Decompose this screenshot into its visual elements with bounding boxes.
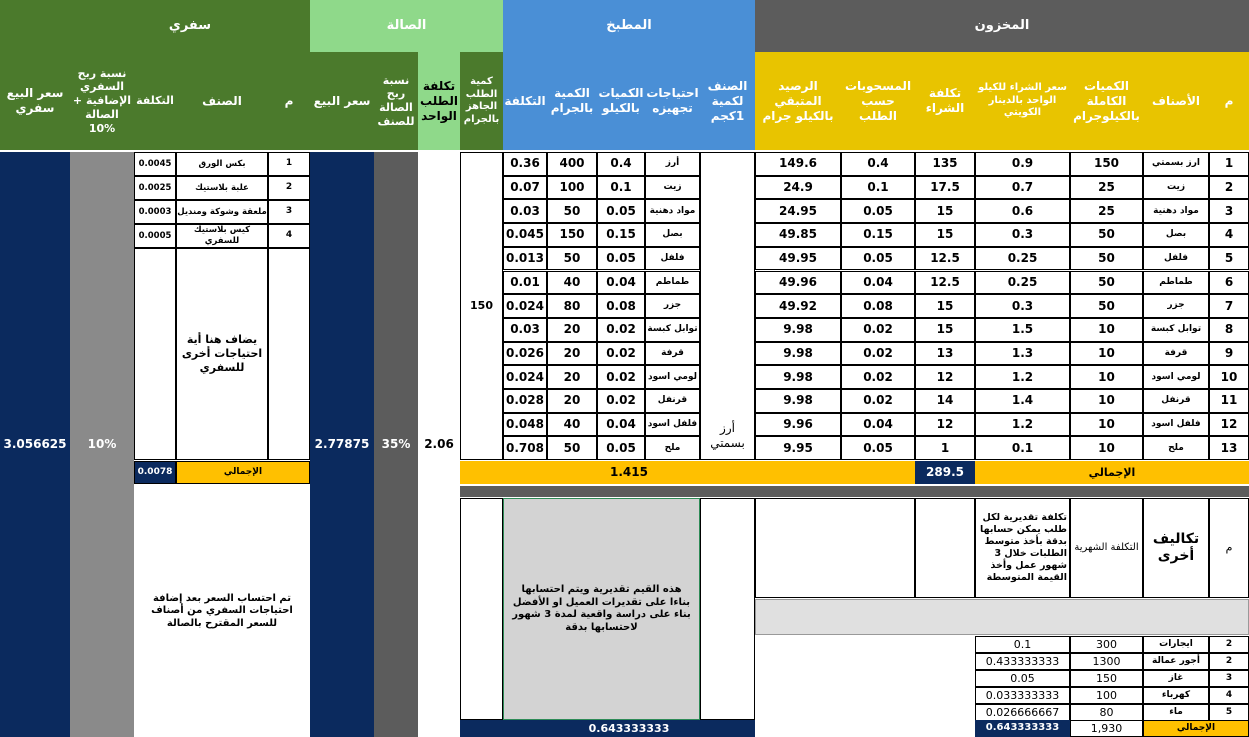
kitchen-item-header: الصنف لكمية 1كجم — [700, 52, 755, 150]
store-row-unitprice: 0.7 — [975, 176, 1070, 200]
store-row-m: 13 — [1209, 436, 1249, 460]
kitchen-bottom-left — [460, 720, 503, 737]
kitchen-row-grams: 400 — [547, 152, 597, 176]
store-row-m: 8 — [1209, 318, 1249, 342]
safari-row-m: 2 — [268, 176, 310, 200]
safari-ratio-value: 10% — [70, 152, 134, 737]
store-row-buycost: 135 — [915, 152, 975, 176]
kitchen-row-grams: 20 — [547, 318, 597, 342]
other-row-item: ايجارات — [1143, 636, 1209, 653]
store-m-header: م — [1209, 52, 1249, 150]
group-safari: سفري — [70, 0, 310, 52]
store-row-m: 6 — [1209, 271, 1249, 295]
kitchen-row-grams: 50 — [547, 436, 597, 460]
kitchen-row-cost: 0.07 — [503, 176, 547, 200]
store-row-balance: 9.95 — [755, 436, 841, 460]
store-row-buycost: 17.5 — [915, 176, 975, 200]
store-row-buycost: 13 — [915, 342, 975, 366]
store-withdrawn-header: المسحوبات حسب الطلب — [841, 52, 915, 150]
other-row-item: ماء — [1143, 704, 1209, 721]
safari-row-item: ملعقة وشوكة ومنديل — [176, 200, 268, 224]
store-row-m: 5 — [1209, 247, 1249, 271]
store-row-unitprice: 0.25 — [975, 247, 1070, 271]
store-row-item: ملح — [1143, 436, 1209, 460]
kitchen-row-grams: 20 — [547, 389, 597, 413]
kitchen-row-kilo: 0.02 — [597, 318, 645, 342]
kitchen-row-kilo: 0.04 — [597, 413, 645, 437]
store-row-unitprice: 1.2 — [975, 413, 1070, 437]
store-row-withdrawn: 0.02 — [841, 389, 915, 413]
store-row-qty: 50 — [1070, 294, 1143, 318]
store-row-withdrawn: 0.08 — [841, 294, 915, 318]
store-row-m: 1 — [1209, 152, 1249, 176]
kitchen-row-grams: 100 — [547, 176, 597, 200]
safari-cost-empty — [134, 248, 176, 460]
store-row-buycost: 15 — [915, 318, 975, 342]
store-row-withdrawn: 0.02 — [841, 365, 915, 389]
store-row-balance: 149.6 — [755, 152, 841, 176]
other-row-monthly: 1300 — [1070, 653, 1143, 670]
other-row-m: 3 — [1209, 670, 1249, 687]
store-row-withdrawn: 0.02 — [841, 318, 915, 342]
store-row-item: قرفة — [1143, 342, 1209, 366]
kitchen-row-need: قرفة — [645, 342, 700, 366]
kitchen-total-left — [460, 461, 503, 484]
store-row-qty: 10 — [1070, 365, 1143, 389]
other-row-m: 2 — [1209, 636, 1249, 653]
kitchen-row-cost: 0.045 — [503, 223, 547, 247]
kitchen-row-cost: 0.024 — [503, 365, 547, 389]
other-blank-1 — [755, 498, 915, 598]
kitchen-row-cost: 0.013 — [503, 247, 547, 271]
store-row-unitprice: 1.4 — [975, 389, 1070, 413]
hall-cost-header: تكلفة الطلب الواحد — [418, 52, 460, 150]
safari-m-header: م — [268, 52, 310, 150]
store-row-unitprice: 0.3 — [975, 294, 1070, 318]
store-row-item: طماطم — [1143, 271, 1209, 295]
store-row-item: لومي اسود — [1143, 365, 1209, 389]
kitchen-row-grams: 40 — [547, 271, 597, 295]
store-row-balance: 49.95 — [755, 247, 841, 271]
other-row-monthly: 150 — [1070, 670, 1143, 687]
safari-bottom-note: تم احتساب السعر بعد إضافة احتياجات السفري من أصناف للسعر المقترح بالصالة — [151, 592, 293, 629]
kitchen-row-need: لومي اسود — [645, 365, 700, 389]
separator-bar — [460, 486, 1249, 497]
store-row-item: زيت — [1143, 176, 1209, 200]
safari-note: يضاف هنا أية احتياجات أخرى للسفري — [176, 248, 268, 460]
safari-row-item: بكس الورق — [176, 152, 268, 176]
store-row-qty: 50 — [1070, 223, 1143, 247]
safari-row-m: 1 — [268, 152, 310, 176]
safari-price-value: 3.056625 — [0, 152, 70, 737]
other-row-cost: 0.433333333 — [975, 653, 1070, 670]
kitchen-row-cost: 0.36 — [503, 152, 547, 176]
safari-ratio-header: نسبة ربح السفري الإضافية + الصالة 10% — [70, 52, 134, 150]
store-row-unitprice: 0.9 — [975, 152, 1070, 176]
kitchen-row-cost: 0.708 — [503, 436, 547, 460]
kitchen-kilo-header: الكميات بالكيلو — [597, 52, 645, 150]
kitchen-row-need: فلفل — [645, 247, 700, 271]
hall-qty-header: كمية الطلب الجاهز بالجرام — [460, 52, 503, 150]
store-qty-header: الكميات الكاملة بالكيلوجرام — [1070, 52, 1143, 150]
store-row-qty: 25 — [1070, 176, 1143, 200]
other-total-monthly: 1,930 — [1070, 720, 1143, 737]
hall-ratio-value: 35% — [374, 152, 418, 737]
other-row-monthly: 100 — [1070, 687, 1143, 704]
other-row-cost: 0.05 — [975, 670, 1070, 687]
other-row-m: 4 — [1209, 687, 1249, 704]
kitchen-row-grams: 20 — [547, 365, 597, 389]
safari-row-item: علبة بلاستيك — [176, 176, 268, 200]
store-row-balance: 24.95 — [755, 199, 841, 223]
store-row-item: فلفل — [1143, 247, 1209, 271]
store-row-buycost: 15 — [915, 199, 975, 223]
store-row-unitprice: 0.6 — [975, 199, 1070, 223]
store-items-header: الأصناف — [1143, 52, 1209, 150]
other-row-cost: 0.1 — [975, 636, 1070, 653]
other-row-cost: 0.026666667 — [975, 704, 1070, 721]
kitchen-row-grams: 40 — [547, 413, 597, 437]
store-row-m: 9 — [1209, 342, 1249, 366]
kitchen-bottom-total: 0.643333333 — [503, 720, 755, 737]
kitchen-row-kilo: 0.02 — [597, 389, 645, 413]
other-m-header: م — [1209, 498, 1249, 598]
store-row-withdrawn: 0.4 — [841, 152, 915, 176]
hall-price-value: 2.77875 — [310, 152, 374, 737]
kitchen-row-kilo: 0.02 — [597, 342, 645, 366]
store-row-qty: 150 — [1070, 152, 1143, 176]
store-row-m: 4 — [1209, 223, 1249, 247]
kitchen-row-grams: 20 — [547, 342, 597, 366]
other-row-m: 2 — [1209, 653, 1249, 670]
store-row-qty: 50 — [1070, 247, 1143, 271]
kitchen-row-need: مواد دهنية — [645, 199, 700, 223]
store-row-item: مواد دهنية — [1143, 199, 1209, 223]
safari-row-item: كيس بلاستيك للسفري — [176, 224, 268, 248]
kitchen-row-grams: 150 — [547, 223, 597, 247]
store-row-balance: 9.98 — [755, 389, 841, 413]
hall-price-header: سعر البيع — [310, 52, 374, 150]
store-row-withdrawn: 0.02 — [841, 342, 915, 366]
safari-row-m: 3 — [268, 200, 310, 224]
store-row-withdrawn: 0.04 — [841, 413, 915, 437]
hall-ratio-header: نسبة ربح الصالة للصنف — [374, 52, 418, 150]
store-row-item: توابل كبسة — [1143, 318, 1209, 342]
other-row-item: أجور عمالة — [1143, 653, 1209, 670]
safari-total-value: 0.0078 — [134, 461, 176, 484]
kitchen-row-need: زيت — [645, 176, 700, 200]
store-row-buycost: 12.5 — [915, 271, 975, 295]
kitchen-row-need: طماطم — [645, 271, 700, 295]
group-hall: الصالة — [310, 0, 503, 52]
hall-qty-value: 150 — [460, 152, 503, 460]
kitchen-row-need: توابل كبسة — [645, 318, 700, 342]
store-total-label: الإجمالي — [975, 461, 1249, 484]
store-row-m: 11 — [1209, 389, 1249, 413]
store-row-unitprice: 0.25 — [975, 271, 1070, 295]
store-row-buycost: 15 — [915, 223, 975, 247]
safari-m-empty — [268, 248, 310, 460]
store-row-m: 7 — [1209, 294, 1249, 318]
store-row-balance: 49.96 — [755, 271, 841, 295]
kitchen-row-cost: 0.03 — [503, 199, 547, 223]
kitchen-row-kilo: 0.05 — [597, 199, 645, 223]
other-row-item: غاز — [1143, 670, 1209, 687]
store-row-withdrawn: 0.05 — [841, 199, 915, 223]
kitchen-total-value: 1.415 — [503, 461, 755, 484]
safari-row-cost: 0.0045 — [134, 152, 176, 176]
store-row-unitprice: 0.1 — [975, 436, 1070, 460]
kitchen-row-kilo: 0.05 — [597, 247, 645, 271]
kitchen-row-need: جزر — [645, 294, 700, 318]
store-row-m: 3 — [1209, 199, 1249, 223]
kitchen-row-kilo: 0.04 — [597, 271, 645, 295]
store-balance-header: الرصيد المتبقي بالكيلو جرام — [755, 52, 841, 150]
safari-row-cost: 0.0003 — [134, 200, 176, 224]
kitchen-row-kilo: 0.05 — [597, 436, 645, 460]
other-row-cost: 0.033333333 — [975, 687, 1070, 704]
store-row-balance: 24.9 — [755, 176, 841, 200]
other-row-monthly: 300 — [1070, 636, 1143, 653]
other-monthly-header: التكلفة الشهرية — [1070, 498, 1143, 598]
store-row-unitprice: 1.5 — [975, 318, 1070, 342]
store-row-qty: 10 — [1070, 413, 1143, 437]
other-row-item: كهرباء — [1143, 687, 1209, 704]
store-row-buycost: 12 — [915, 413, 975, 437]
safari-item-header: الصنف — [176, 52, 268, 150]
store-row-withdrawn: 0.15 — [841, 223, 915, 247]
kitchen-note: هذه القيم تقديرية ويتم احتسابها بناءا على تقديرات العميل او الأفضل بناء على دراسة واقعية لمدة 3 شهور لاحتسابها بدقة — [503, 498, 700, 720]
safari-cost-header: التكلفة — [134, 52, 176, 150]
kitchen-row-cost: 0.026 — [503, 342, 547, 366]
kitchen-dish-name: أرز بسمتي — [700, 152, 755, 460]
store-row-item: قرنفل — [1143, 389, 1209, 413]
kitchen-row-need: بصل — [645, 223, 700, 247]
other-note: تكلفة تقديرية لكل طلب يمكن حسابها بدقة بأخذ متوسط الطلبات خلال 3 شهور عمل وأخذ القيمة المتوسطة — [975, 498, 1070, 598]
store-row-qty: 10 — [1070, 436, 1143, 460]
store-row-qty: 50 — [1070, 271, 1143, 295]
other-title: تكاليف أخرى — [1143, 498, 1209, 598]
store-row-unitprice: 0.3 — [975, 223, 1070, 247]
other-total-cost: 0.643333333 — [975, 720, 1070, 737]
other-gap-row — [755, 599, 1249, 635]
store-row-buycost: 12.5 — [915, 247, 975, 271]
store-row-qty: 10 — [1070, 342, 1143, 366]
safari-total-label: الإجمالي — [176, 461, 310, 484]
safari-price-header: سعر البيع سفري — [0, 52, 70, 150]
store-row-balance: 9.98 — [755, 342, 841, 366]
kitchen-row-need: ملح — [645, 436, 700, 460]
store-row-balance: 9.98 — [755, 318, 841, 342]
store-row-unitprice: 1.2 — [975, 365, 1070, 389]
group-store: المخزون — [755, 0, 1249, 52]
kitchen-needs-header: احتياجات تجهيزه — [645, 52, 700, 150]
store-row-balance: 9.96 — [755, 413, 841, 437]
store-row-m: 10 — [1209, 365, 1249, 389]
safari-row-cost: 0.0005 — [134, 224, 176, 248]
kitchen-row-cost: 0.01 — [503, 271, 547, 295]
store-row-item: بصل — [1143, 223, 1209, 247]
store-total-value: 289.5 — [915, 461, 975, 484]
kitchen-row-cost: 0.024 — [503, 294, 547, 318]
kitchen-row-kilo: 0.4 — [597, 152, 645, 176]
hall-cost-value: 2.06 — [424, 437, 454, 451]
store-unitprice-header: سعر الشراء للكيلو الواحد بالدينار الكويتي — [975, 52, 1070, 150]
other-row-monthly: 80 — [1070, 704, 1143, 721]
kitchen-row-cost: 0.03 — [503, 318, 547, 342]
store-row-m: 12 — [1209, 413, 1249, 437]
store-row-balance: 9.98 — [755, 365, 841, 389]
kitchen-row-grams: 50 — [547, 199, 597, 223]
safari-row-cost: 0.0025 — [134, 176, 176, 200]
store-row-item: جزر — [1143, 294, 1209, 318]
store-row-buycost: 12 — [915, 365, 975, 389]
store-row-balance: 49.92 — [755, 294, 841, 318]
store-total-left — [755, 461, 915, 484]
kitchen-row-grams: 80 — [547, 294, 597, 318]
kitchen-grams-header: الكمية بالجرام — [547, 52, 597, 150]
kitchen-row-kilo: 0.15 — [597, 223, 645, 247]
store-row-m: 2 — [1209, 176, 1249, 200]
other-total-label: الإجمالي — [1143, 720, 1249, 737]
other-row-m: 5 — [1209, 704, 1249, 721]
kitchen-note-left — [460, 498, 503, 720]
corner-cell — [0, 0, 70, 52]
store-row-item: فلفل اسود — [1143, 413, 1209, 437]
store-row-balance: 49.85 — [755, 223, 841, 247]
kitchen-row-need: قرنفل — [645, 389, 700, 413]
kitchen-note-right — [700, 498, 755, 720]
kitchen-row-cost: 0.048 — [503, 413, 547, 437]
store-row-item: ارز بسمتي — [1143, 152, 1209, 176]
store-row-qty: 10 — [1070, 318, 1143, 342]
store-row-withdrawn: 0.05 — [841, 436, 915, 460]
store-row-buycost: 14 — [915, 389, 975, 413]
kitchen-cost-header: التكلفة — [503, 52, 547, 150]
store-row-buycost: 1 — [915, 436, 975, 460]
kitchen-row-grams: 50 — [547, 247, 597, 271]
store-row-qty: 25 — [1070, 199, 1143, 223]
store-row-withdrawn: 0.04 — [841, 271, 915, 295]
kitchen-row-need: فلفل اسود — [645, 413, 700, 437]
store-row-qty: 10 — [1070, 389, 1143, 413]
kitchen-row-kilo: 0.1 — [597, 176, 645, 200]
other-blank-2 — [915, 498, 975, 598]
store-row-withdrawn: 0.1 — [841, 176, 915, 200]
kitchen-row-need: أرز — [645, 152, 700, 176]
store-buycost-header: تكلفة الشراء — [915, 52, 975, 150]
store-row-buycost: 15 — [915, 294, 975, 318]
store-row-unitprice: 1.3 — [975, 342, 1070, 366]
safari-row-m: 4 — [268, 224, 310, 248]
kitchen-row-cost: 0.028 — [503, 389, 547, 413]
group-kitchen: المطبخ — [503, 0, 755, 52]
kitchen-row-kilo: 0.02 — [597, 365, 645, 389]
store-row-withdrawn: 0.05 — [841, 247, 915, 271]
kitchen-row-kilo: 0.08 — [597, 294, 645, 318]
